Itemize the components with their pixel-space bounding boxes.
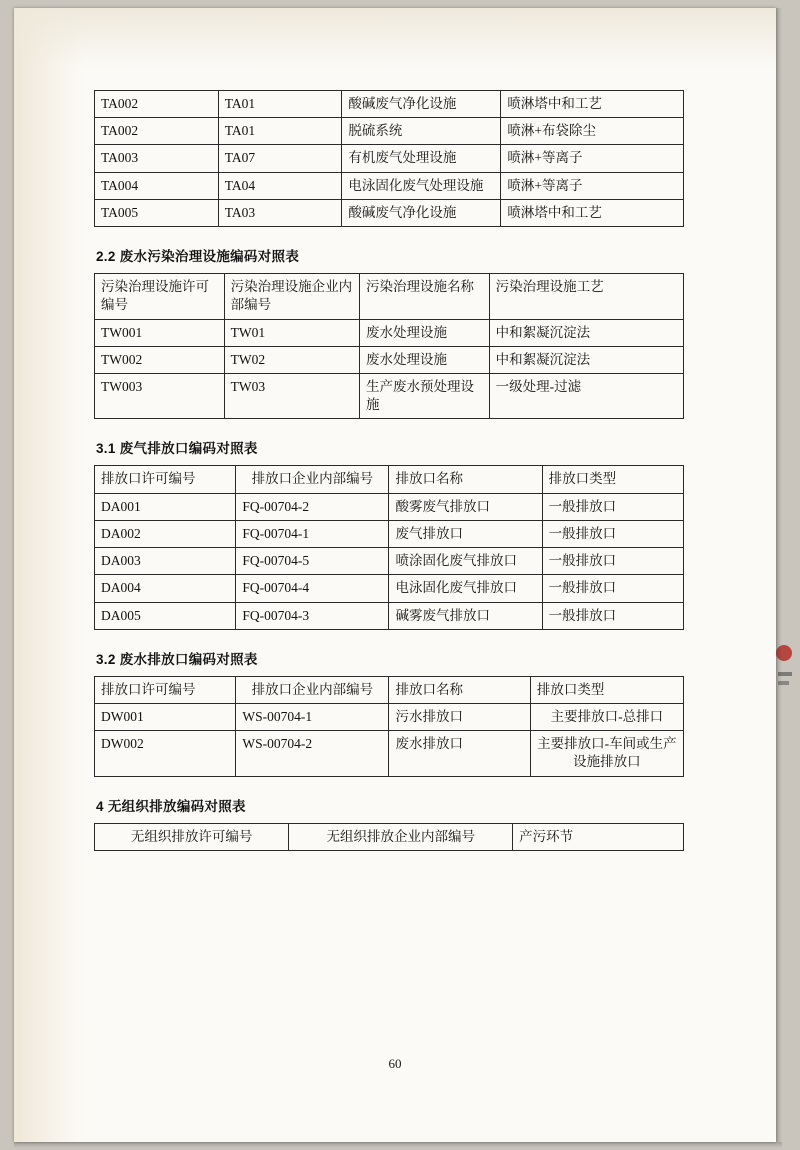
cell-permit-code: TW002 bbox=[95, 346, 225, 373]
cell-facility-process: 喷淋+等离子 bbox=[501, 145, 684, 172]
header-outlet-type: 排放口类型 bbox=[542, 466, 683, 493]
section-title-3-1: 3.1 废气排放口编码对照表 bbox=[96, 441, 258, 457]
table-row bbox=[95, 199, 684, 226]
section-title-2-2: 2.2 废水污染治理设施编码对照表 bbox=[96, 249, 300, 265]
header-outlet-name: 排放口名称 bbox=[389, 466, 542, 493]
table-row bbox=[95, 118, 684, 145]
cell-facility-process: 喷淋+布袋除尘 bbox=[501, 118, 684, 145]
table-row bbox=[95, 731, 684, 776]
cell-outlet-type: 主要排放口-车间或生产设施排放口 bbox=[530, 731, 683, 776]
cell-internal-code: TA01 bbox=[218, 91, 342, 118]
cell-internal-code: FQ-00704-4 bbox=[236, 575, 389, 602]
cell-facility-process: 一级处理-过滤 bbox=[489, 373, 683, 418]
cell-permit-code: TA003 bbox=[95, 145, 219, 172]
header-facility-process: 污染治理设施工艺 bbox=[489, 274, 683, 319]
cell-outlet-type: 一般排放口 bbox=[542, 548, 683, 575]
cell-facility-name: 酸碱废气净化设施 bbox=[342, 199, 501, 226]
cell-outlet-type: 一般排放口 bbox=[542, 493, 683, 520]
header-internal-code: 无组织排放企业内部编号 bbox=[289, 823, 513, 850]
table-air-outlet-codes bbox=[94, 465, 684, 629]
table-row bbox=[95, 145, 684, 172]
table-row bbox=[95, 520, 684, 547]
cell-outlet-name: 酸雾废气排放口 bbox=[389, 493, 542, 520]
cell-permit-code: TW003 bbox=[95, 373, 225, 418]
table-row bbox=[95, 91, 684, 118]
section-title-3-2: 3.2 废水排放口编码对照表 bbox=[96, 651, 258, 667]
page-top-shading bbox=[14, 8, 776, 68]
cell-internal-code: FQ-00704-1 bbox=[236, 520, 389, 547]
header-permit-code: 无组织排放许可编号 bbox=[95, 823, 289, 850]
page-left-shading bbox=[14, 8, 84, 1142]
header-facility-name: 污染治理设施名称 bbox=[360, 274, 490, 319]
header-permit-code: 排放口许可编号 bbox=[95, 466, 236, 493]
page-bottom-edge-shadow bbox=[14, 1142, 782, 1148]
cell-outlet-name: 喷涂固化废气排放口 bbox=[389, 548, 542, 575]
cell-facility-process: 中和絮凝沉淀法 bbox=[489, 319, 683, 346]
table-row bbox=[95, 346, 684, 373]
cell-internal-code: TA07 bbox=[218, 145, 342, 172]
table-row bbox=[95, 373, 684, 418]
page-content bbox=[94, 90, 684, 851]
table-header-row bbox=[95, 676, 684, 703]
table-wastewater-outlet-codes bbox=[94, 676, 684, 777]
cell-facility-process: 喷淋+等离子 bbox=[501, 172, 684, 199]
header-permit-code: 污染治理设施许可编号 bbox=[95, 274, 225, 319]
cell-facility-process: 喷淋塔中和工艺 bbox=[501, 91, 684, 118]
cell-internal-code: TA01 bbox=[218, 118, 342, 145]
cell-facility-process: 喷淋塔中和工艺 bbox=[501, 199, 684, 226]
cell-permit-code: TW001 bbox=[95, 319, 225, 346]
cell-facility-name: 电泳固化废气处理设施 bbox=[342, 172, 501, 199]
cell-permit-code: DA005 bbox=[95, 602, 236, 629]
cell-outlet-type: 主要排放口-总排口 bbox=[530, 703, 683, 730]
header-outlet-name: 排放口名称 bbox=[389, 676, 530, 703]
cell-internal-code: WS-00704-1 bbox=[236, 703, 389, 730]
cell-internal-code: TW02 bbox=[224, 346, 359, 373]
table-air-treatment-facility bbox=[94, 90, 684, 227]
cell-internal-code: FQ-00704-2 bbox=[236, 493, 389, 520]
section-title-4: 4 无组织排放编码对照表 bbox=[96, 798, 246, 814]
cell-facility-process: 中和絮凝沉淀法 bbox=[489, 346, 683, 373]
page-number: 60 bbox=[388, 1056, 402, 1071]
table-header-row bbox=[95, 823, 684, 850]
cell-permit-code: DA004 bbox=[95, 575, 236, 602]
cell-facility-name: 废水处理设施 bbox=[360, 346, 490, 373]
table-row bbox=[95, 172, 684, 199]
cell-internal-code: TW01 bbox=[224, 319, 359, 346]
cell-internal-code: FQ-00704-3 bbox=[236, 602, 389, 629]
cell-facility-name: 生产废水预处理设施 bbox=[360, 373, 490, 418]
cell-permit-code: DA001 bbox=[95, 493, 236, 520]
table-header-row bbox=[95, 274, 684, 319]
cell-permit-code: DW002 bbox=[95, 731, 236, 776]
cell-permit-code: DW001 bbox=[95, 703, 236, 730]
cell-outlet-type: 一般排放口 bbox=[542, 520, 683, 547]
page-right-edge-shadow bbox=[776, 8, 782, 1142]
cell-outlet-name: 污水排放口 bbox=[389, 703, 530, 730]
header-internal-code: 排放口企业内部编号 bbox=[236, 676, 389, 703]
table-row bbox=[95, 602, 684, 629]
cell-permit-code: TA002 bbox=[95, 91, 219, 118]
header-internal-code: 污染治理设施企业内部编号 bbox=[224, 274, 359, 319]
table-row bbox=[95, 575, 684, 602]
header-outlet-type: 排放口类型 bbox=[530, 676, 683, 703]
table-fugitive-emission-codes bbox=[94, 823, 684, 851]
cell-facility-name: 酸碱废气净化设施 bbox=[342, 91, 501, 118]
cell-internal-code: TW03 bbox=[224, 373, 359, 418]
cell-internal-code: TA03 bbox=[218, 199, 342, 226]
cell-permit-code: TA002 bbox=[95, 118, 219, 145]
cell-permit-code: DA003 bbox=[95, 548, 236, 575]
cell-permit-code: TA004 bbox=[95, 172, 219, 199]
table-row bbox=[95, 703, 684, 730]
header-permit-code: 排放口许可编号 bbox=[95, 676, 236, 703]
table-row bbox=[95, 319, 684, 346]
cell-outlet-name: 废气排放口 bbox=[389, 520, 542, 547]
cell-permit-code: TA005 bbox=[95, 199, 219, 226]
cell-internal-code: FQ-00704-5 bbox=[236, 548, 389, 575]
table-row bbox=[95, 493, 684, 520]
table-row bbox=[95, 548, 684, 575]
document-page bbox=[14, 8, 776, 1142]
cell-outlet-type: 一般排放口 bbox=[542, 575, 683, 602]
cell-outlet-name: 废水排放口 bbox=[389, 731, 530, 776]
header-internal-code: 排放口企业内部编号 bbox=[236, 466, 389, 493]
table-wastewater-treatment-facility bbox=[94, 273, 684, 419]
cell-outlet-name: 碱雾废气排放口 bbox=[389, 602, 542, 629]
header-pollution-stage: 产污环节 bbox=[513, 823, 684, 850]
table-header-row bbox=[95, 466, 684, 493]
cell-facility-name: 有机废气处理设施 bbox=[342, 145, 501, 172]
cell-facility-name: 废水处理设施 bbox=[360, 319, 490, 346]
cell-internal-code: WS-00704-2 bbox=[236, 731, 389, 776]
cell-internal-code: TA04 bbox=[218, 172, 342, 199]
cell-outlet-name: 电泳固化废气排放口 bbox=[389, 575, 542, 602]
cell-facility-name: 脱硫系统 bbox=[342, 118, 501, 145]
cell-permit-code: DA002 bbox=[95, 520, 236, 547]
cell-outlet-type: 一般排放口 bbox=[542, 602, 683, 629]
